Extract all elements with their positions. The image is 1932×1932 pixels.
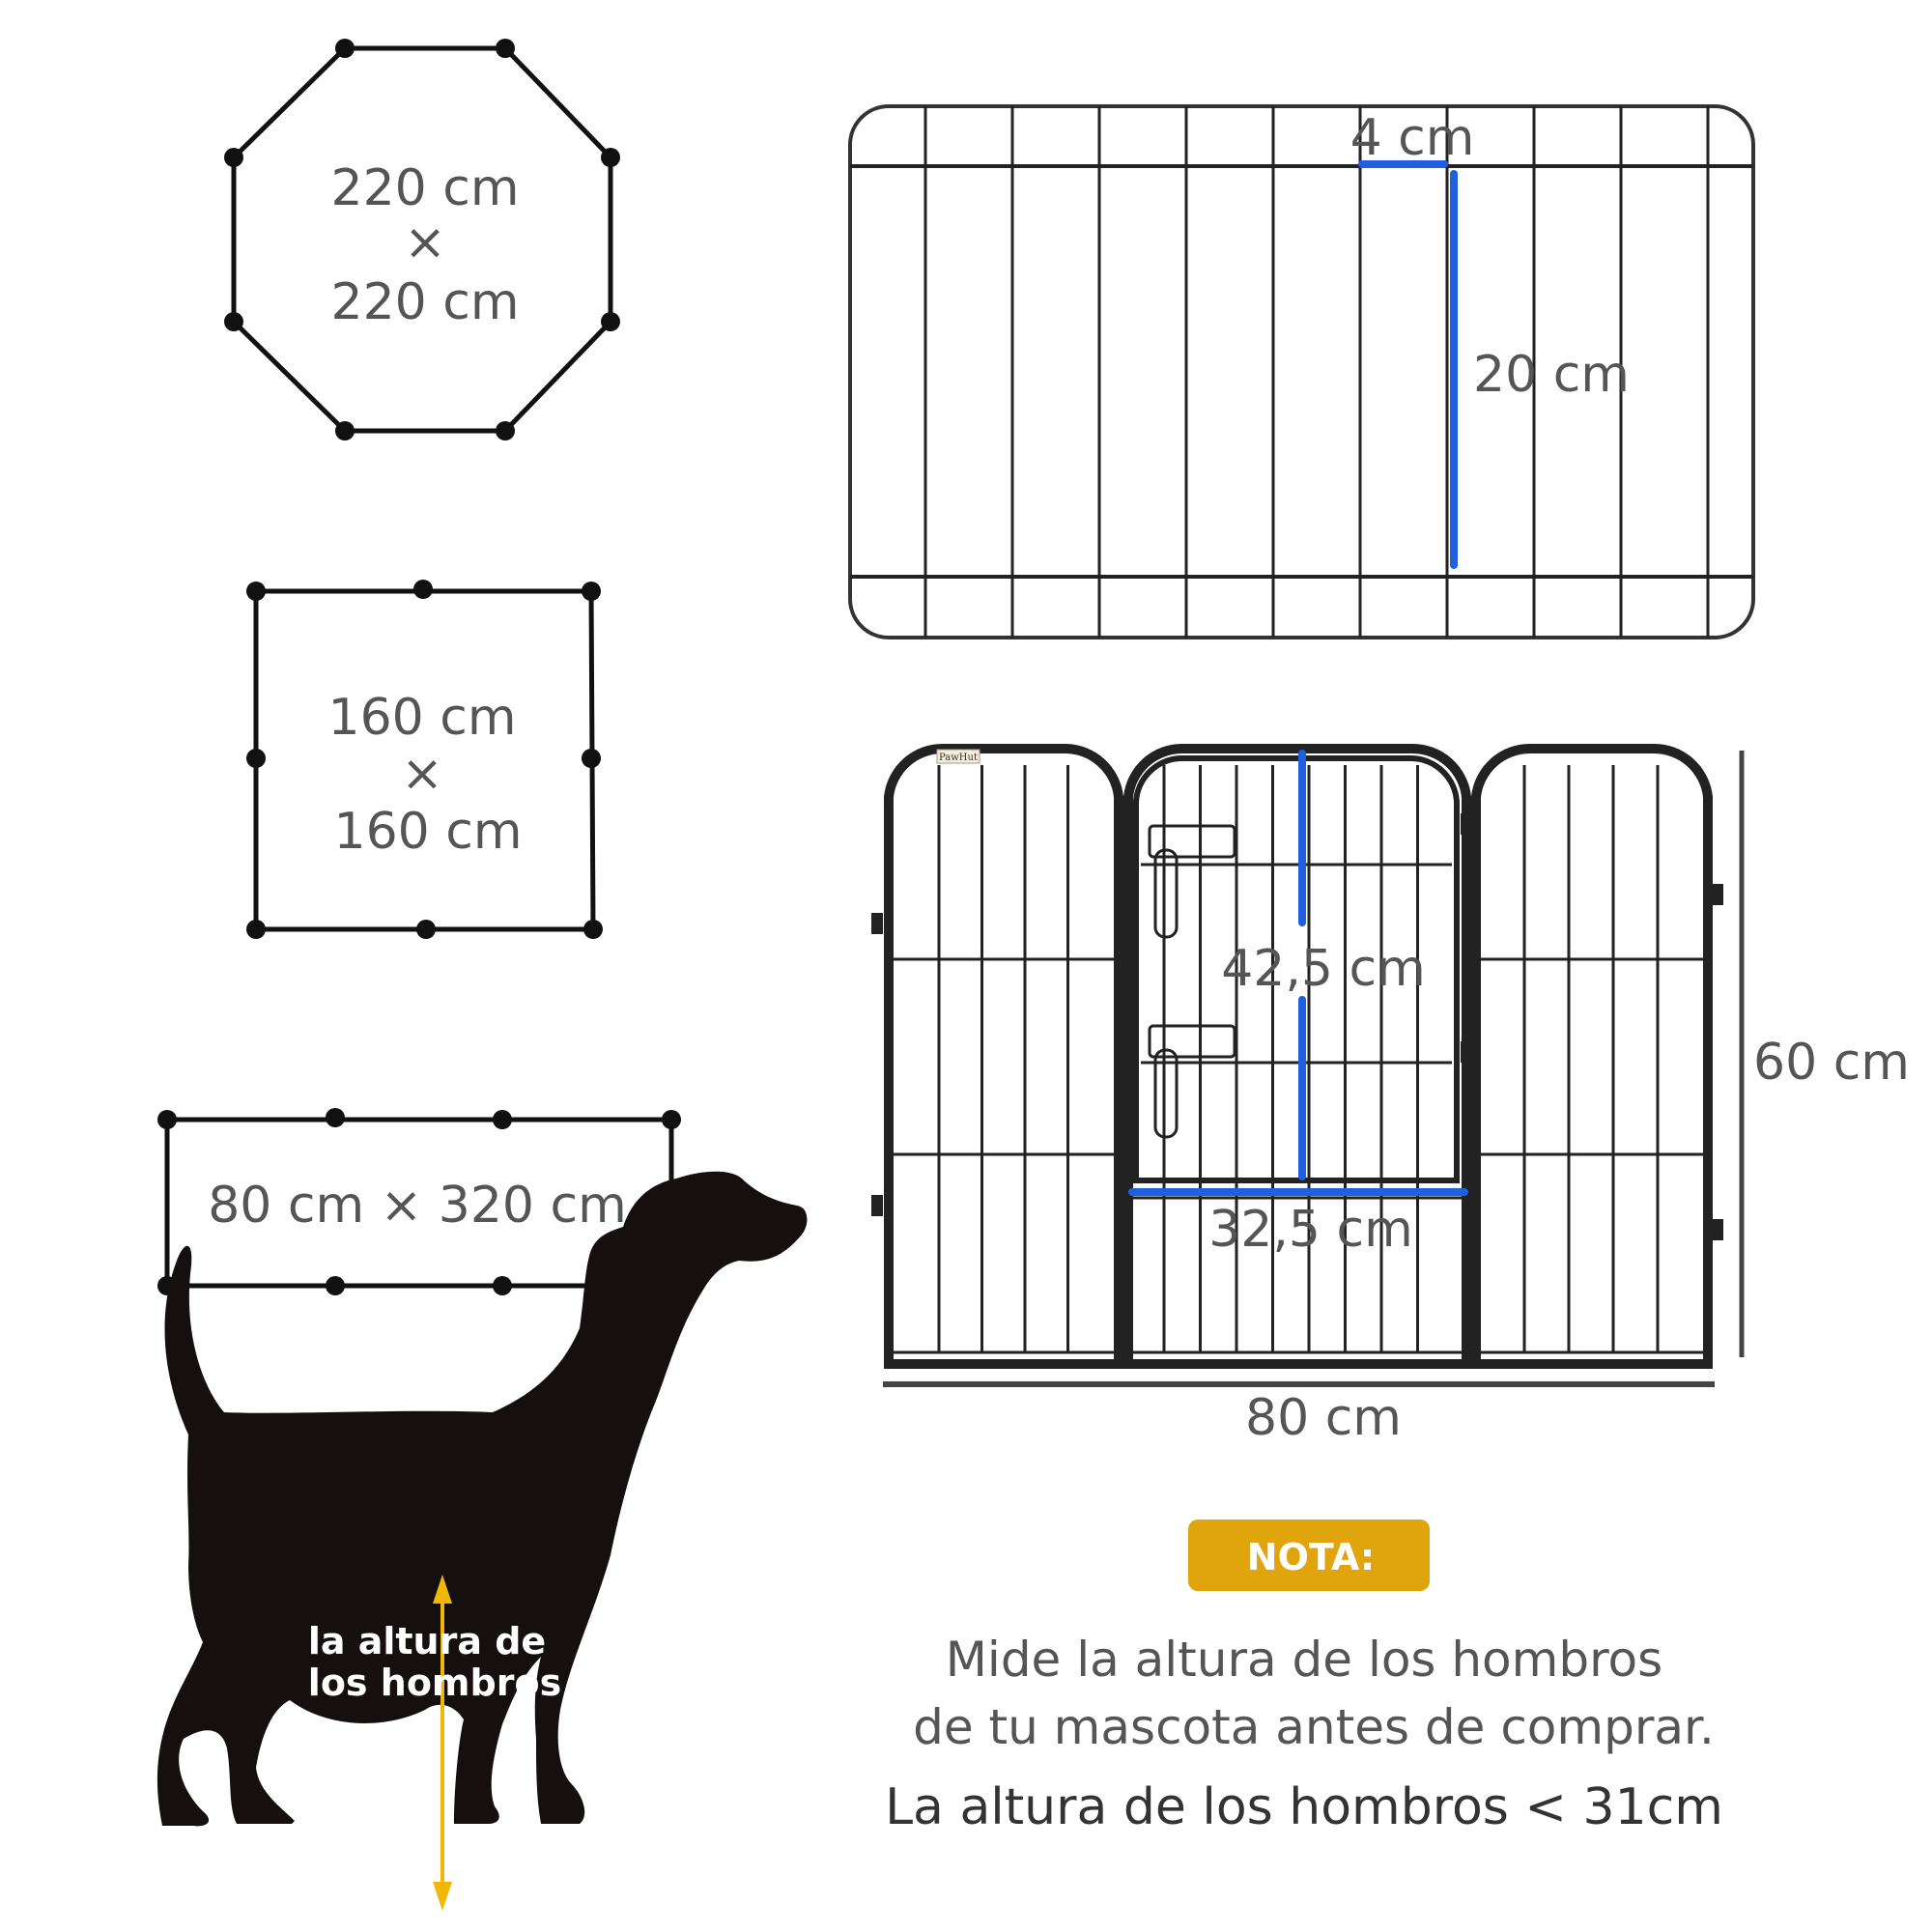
note-badge-label: NOTA: xyxy=(1246,1536,1376,1578)
note-line2: de tu mascota antes de comprar. xyxy=(913,1699,1715,1755)
square-layout xyxy=(246,580,603,939)
mesh-bar-label: 20 cm xyxy=(1473,346,1630,404)
octagon-layout xyxy=(224,39,620,440)
octagon-dim-line2: × xyxy=(404,213,446,271)
square-dim-line3: 160 cm xyxy=(333,803,523,861)
octagon-dim-line1: 220 cm xyxy=(330,159,520,217)
note-line3: La altura de los hombros < 31cm xyxy=(885,1778,1723,1836)
note-section xyxy=(885,1520,1723,1836)
fence-panel xyxy=(871,749,1910,1447)
panel-height-label: 60 cm xyxy=(1753,1034,1910,1092)
mesh-detail xyxy=(850,106,1753,638)
square-dim-line1: 160 cm xyxy=(327,689,517,747)
dog-silhouette xyxy=(157,1172,808,1911)
dog-icon xyxy=(157,1172,808,1827)
octagon-dim-line3: 220 cm xyxy=(330,273,520,331)
mesh-gap-label: 4 cm xyxy=(1350,109,1475,167)
brand-label: PawHut xyxy=(939,753,978,763)
dog-label-line2: los hombros xyxy=(307,1662,562,1704)
note-line1: Mide la altura de los hombros xyxy=(945,1632,1663,1688)
rectangle-dim-label: 80 cm × 320 cm xyxy=(208,1177,627,1235)
dog-label-line1: la altura de xyxy=(307,1620,547,1662)
door-width-label: 32,5 cm xyxy=(1208,1201,1413,1259)
door-height-label: 42,5 cm xyxy=(1221,940,1426,998)
square-dim-line2: × xyxy=(401,745,443,803)
panel-width-label: 80 cm xyxy=(1245,1389,1402,1447)
